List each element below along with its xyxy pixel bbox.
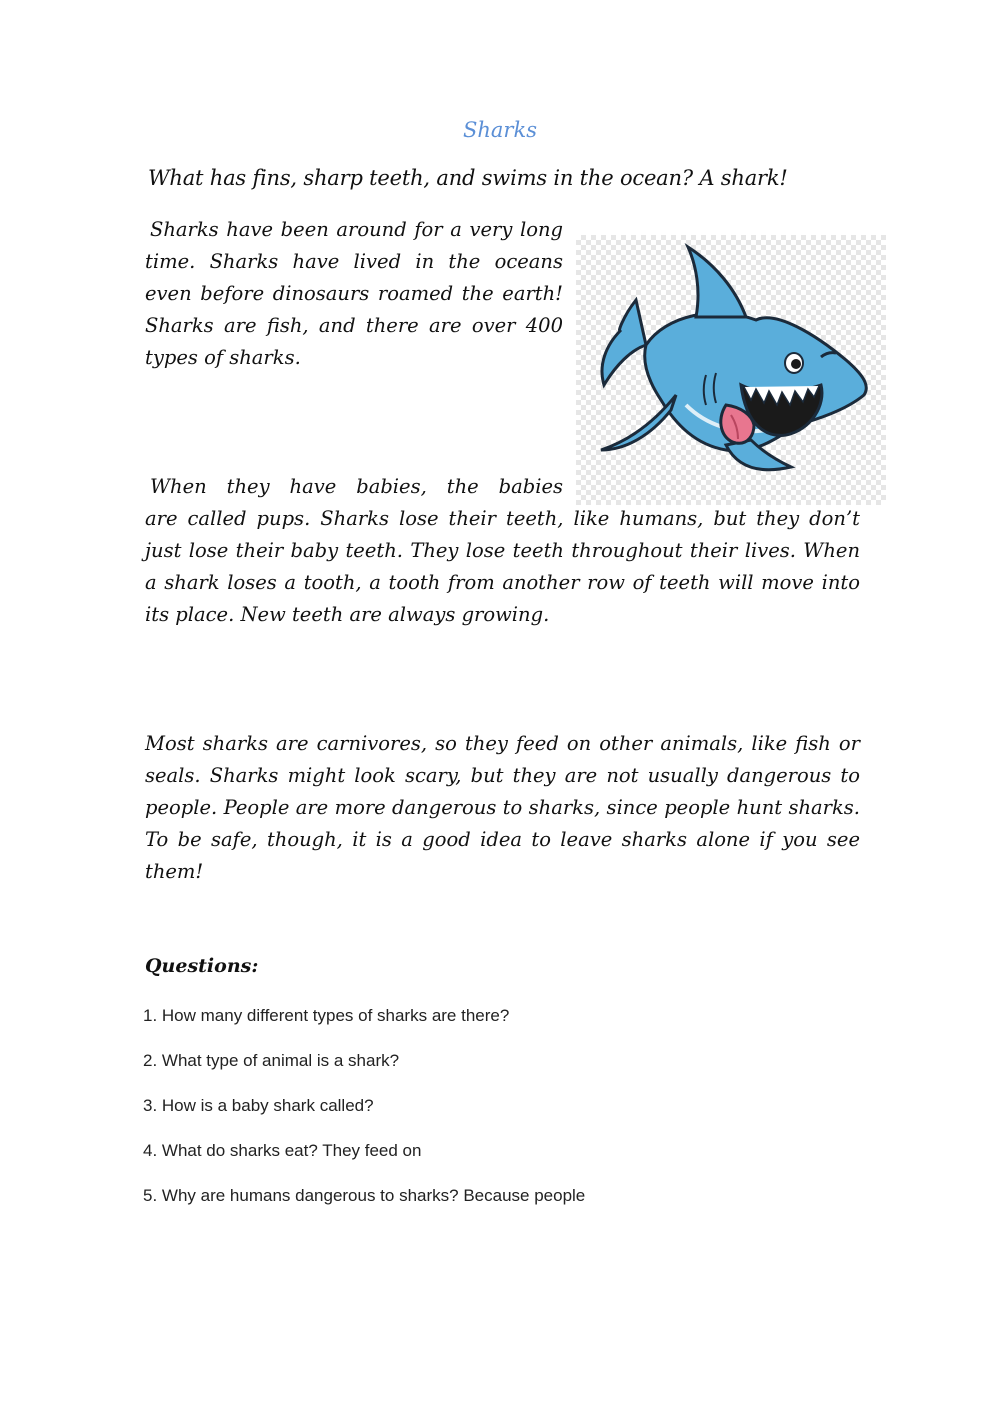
question-item: 3. How is a baby shark called? bbox=[143, 1096, 374, 1115]
paragraph-babies: are called pups. Sharks lose their teeth, like humans, but they don’t just lose their baby teeth. They lose teeth throughout their lives. When a shark loses a tooth, a tooth from another row of teeth will move into its place. New teeth are always growing. bbox=[145, 507, 860, 626]
question-item: 2. What type of animal is a shark? bbox=[143, 1051, 400, 1070]
questions-heading: Questions: bbox=[145, 955, 259, 977]
paragraph-history: Sharks have been around for a very long time. Sharks have lived in the oceans even before dinosaurs roamed the earth! Sharks are fish, and there are over 400 types of sharks. bbox=[145, 218, 563, 369]
cartoon-shark-icon bbox=[576, 235, 886, 505]
questions-list bbox=[143, 1004, 863, 1229]
paragraph-diet: Most sharks are carnivores, so they feed on other animals, like fish or seals. Sharks might look scary, but they are not usually dangerous to people. People are more dangerous to sharks, since people hunt sharks. To be safe, though, it is a good idea to leave sharks alone if you see them! bbox=[145, 732, 860, 883]
paragraph-babies-first-line: When they have babies, the babies bbox=[150, 475, 563, 498]
intro-sentence: What has fins, sharp teeth, and swims in the ocean? A shark! bbox=[148, 166, 788, 190]
question-item: 1. How many different types of sharks are there? bbox=[143, 1006, 510, 1025]
page-title: Sharks bbox=[463, 118, 537, 142]
question-item: 5. Why are humans dangerous to sharks? Because people bbox=[143, 1186, 586, 1205]
question-item: 4. What do sharks eat? They feed on bbox=[143, 1141, 422, 1160]
shark-illustration bbox=[576, 235, 886, 505]
